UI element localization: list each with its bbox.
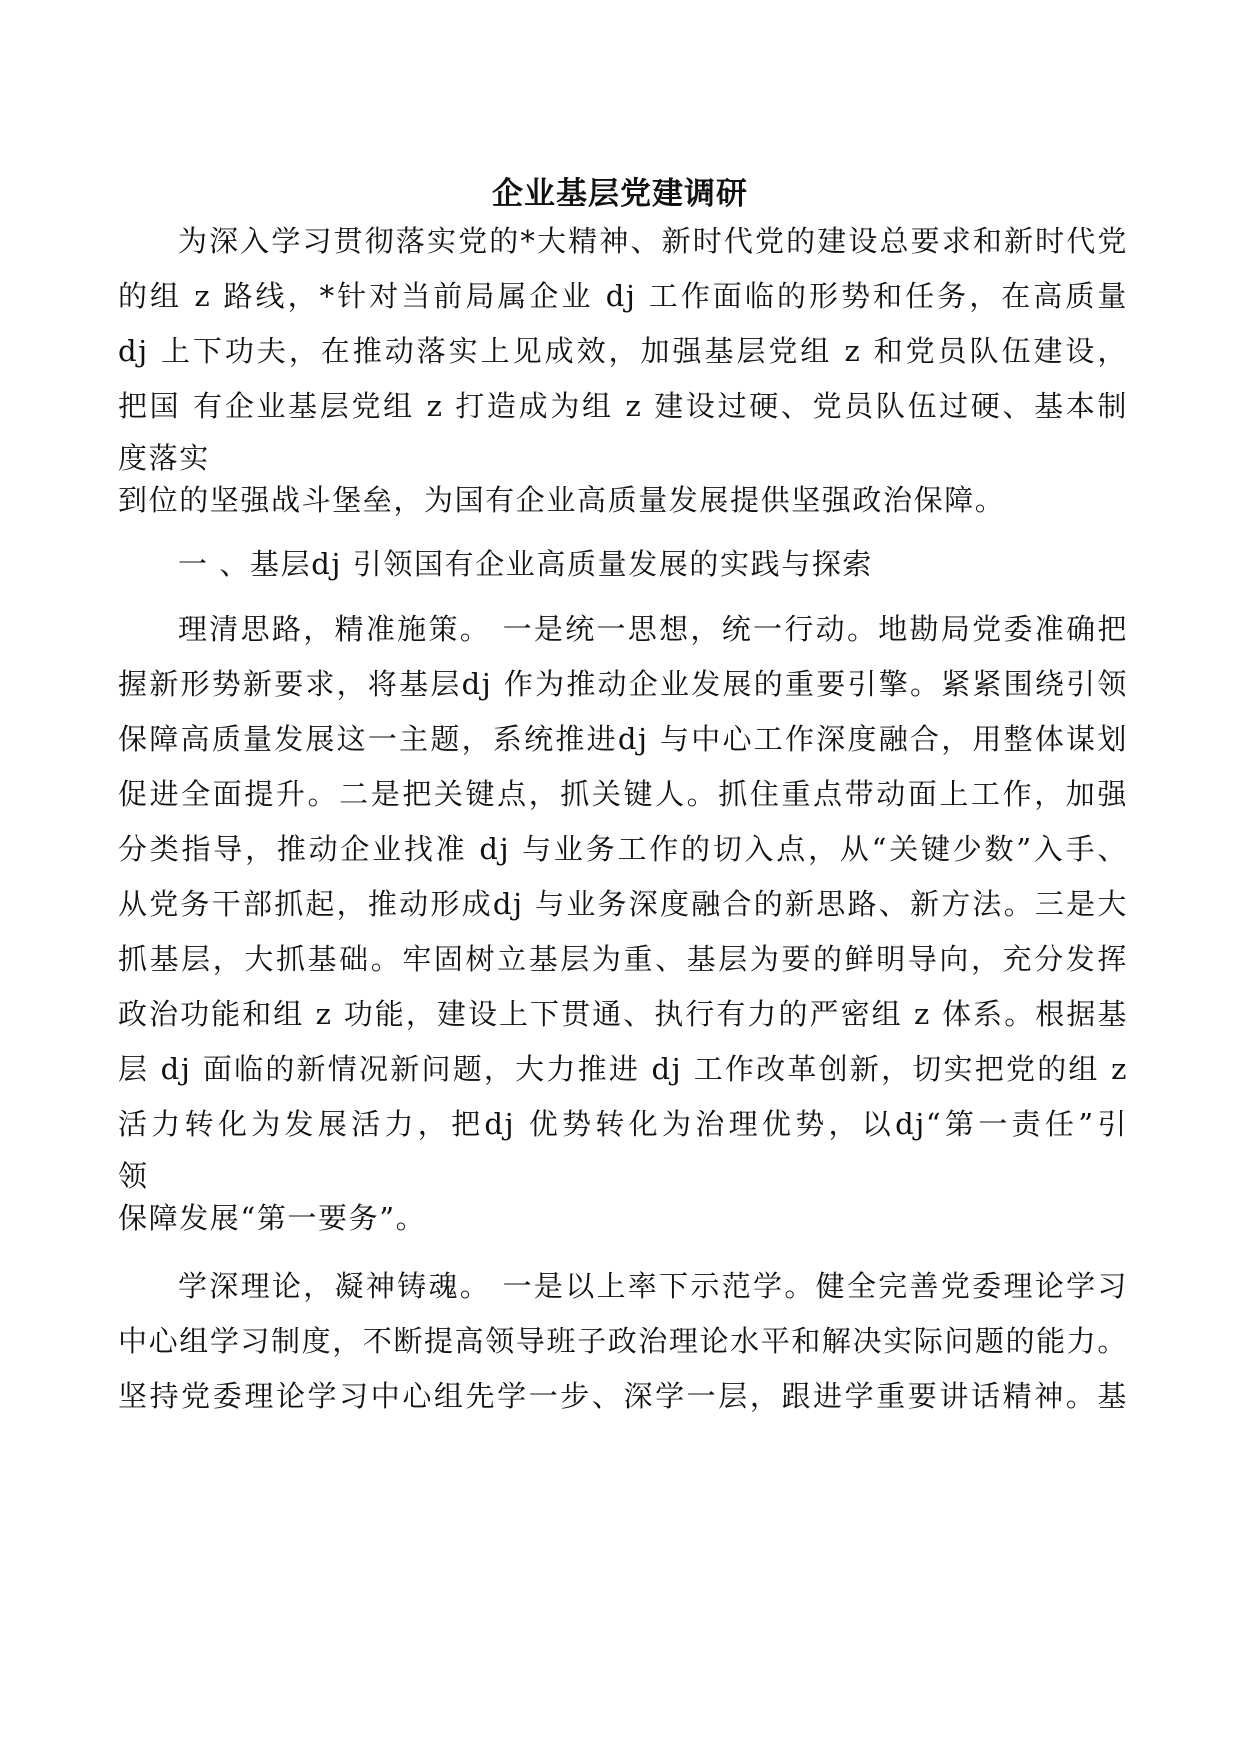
- paragraph-line: 保障发展“第一要务”。: [118, 1201, 427, 1235]
- document-title: 企业基层党建调研: [492, 176, 748, 212]
- paragraph-line: 分类指导，推动企业找准 dj 与业务工作的切入点，从“关键少数”入手、: [118, 832, 1128, 866]
- paragraph-line: 活力转化为发展活力，把dj 优势转化为治理优势，以dj“第一责任”引: [118, 1107, 1128, 1141]
- paragraph-line: 坚持党委理论学习中心组先学一步、深学一层，跟进学重要讲话精神。基: [118, 1379, 1128, 1413]
- paragraph-line: 把国 有企业基层党组 z 打造成为组 z 建设过硬、党员队伍过硬、基本制: [118, 389, 1128, 423]
- paragraph-line: 政治功能和组 z 功能，建设上下贯通、执行有力的严密组 z 体系。根据基: [118, 997, 1128, 1031]
- paragraph-line: 理清思路，精准施策。 一是统一思想，统一行动。地勘局党委准确把: [178, 612, 1128, 646]
- paragraph-line: 促进全面提升。二是把关键点，抓关键人。抓住重点带动面上工作，加强: [118, 777, 1128, 811]
- paragraph-line: 度落实: [118, 441, 210, 475]
- paragraph-line: 握新形势新要求，将基层dj 作为推动企业发展的重要引擎。紧紧围绕引领: [118, 667, 1128, 701]
- paragraph-line: 从党务干部抓起，推动形成dj 与业务深度融合的新思路、新方法。三是大: [118, 887, 1128, 921]
- paragraph-line: 学深理论，凝神铸魂。 一是以上率下示范学。健全完善党委理论学习: [178, 1269, 1128, 1303]
- paragraph-line: 领: [118, 1159, 149, 1193]
- paragraph-line: 中心组学习制度，不断提高领导班子政治理论水平和解决实际问题的能力。: [118, 1324, 1128, 1358]
- paragraph-line: 到位的坚强战斗堡垒，为国有企业高质量发展提供坚强政治保障。: [118, 483, 1006, 517]
- paragraph-line: dj 上下功夫，在推动落实上见成效，加强基层党组 z 和党员队伍建设，: [118, 334, 1128, 368]
- paragraph-line: 抓基层，大抓基础。牢固树立基层为重、基层为要的鲜明导向，充分发挥: [118, 942, 1128, 976]
- paragraph-line: 保障高质量发展这一主题，系统推进dj 与中心工作深度融合，用整体谋划: [118, 722, 1128, 756]
- paragraph-line: 为深入学习贯彻落实党的*大精神、新时代党的建设总要求和新时代党: [178, 224, 1128, 258]
- section-heading: 一 、基层dj 引领国有企业高质量发展的实践与探索: [178, 547, 873, 581]
- paragraph-line: 层 dj 面临的新情况新问题，大力推进 dj 工作改革创新，切实把党的组 z: [118, 1052, 1128, 1086]
- paragraph-line: 的组 z 路线，*针对当前局属企业 dj 工作面临的形势和任务，在高质量: [118, 279, 1128, 313]
